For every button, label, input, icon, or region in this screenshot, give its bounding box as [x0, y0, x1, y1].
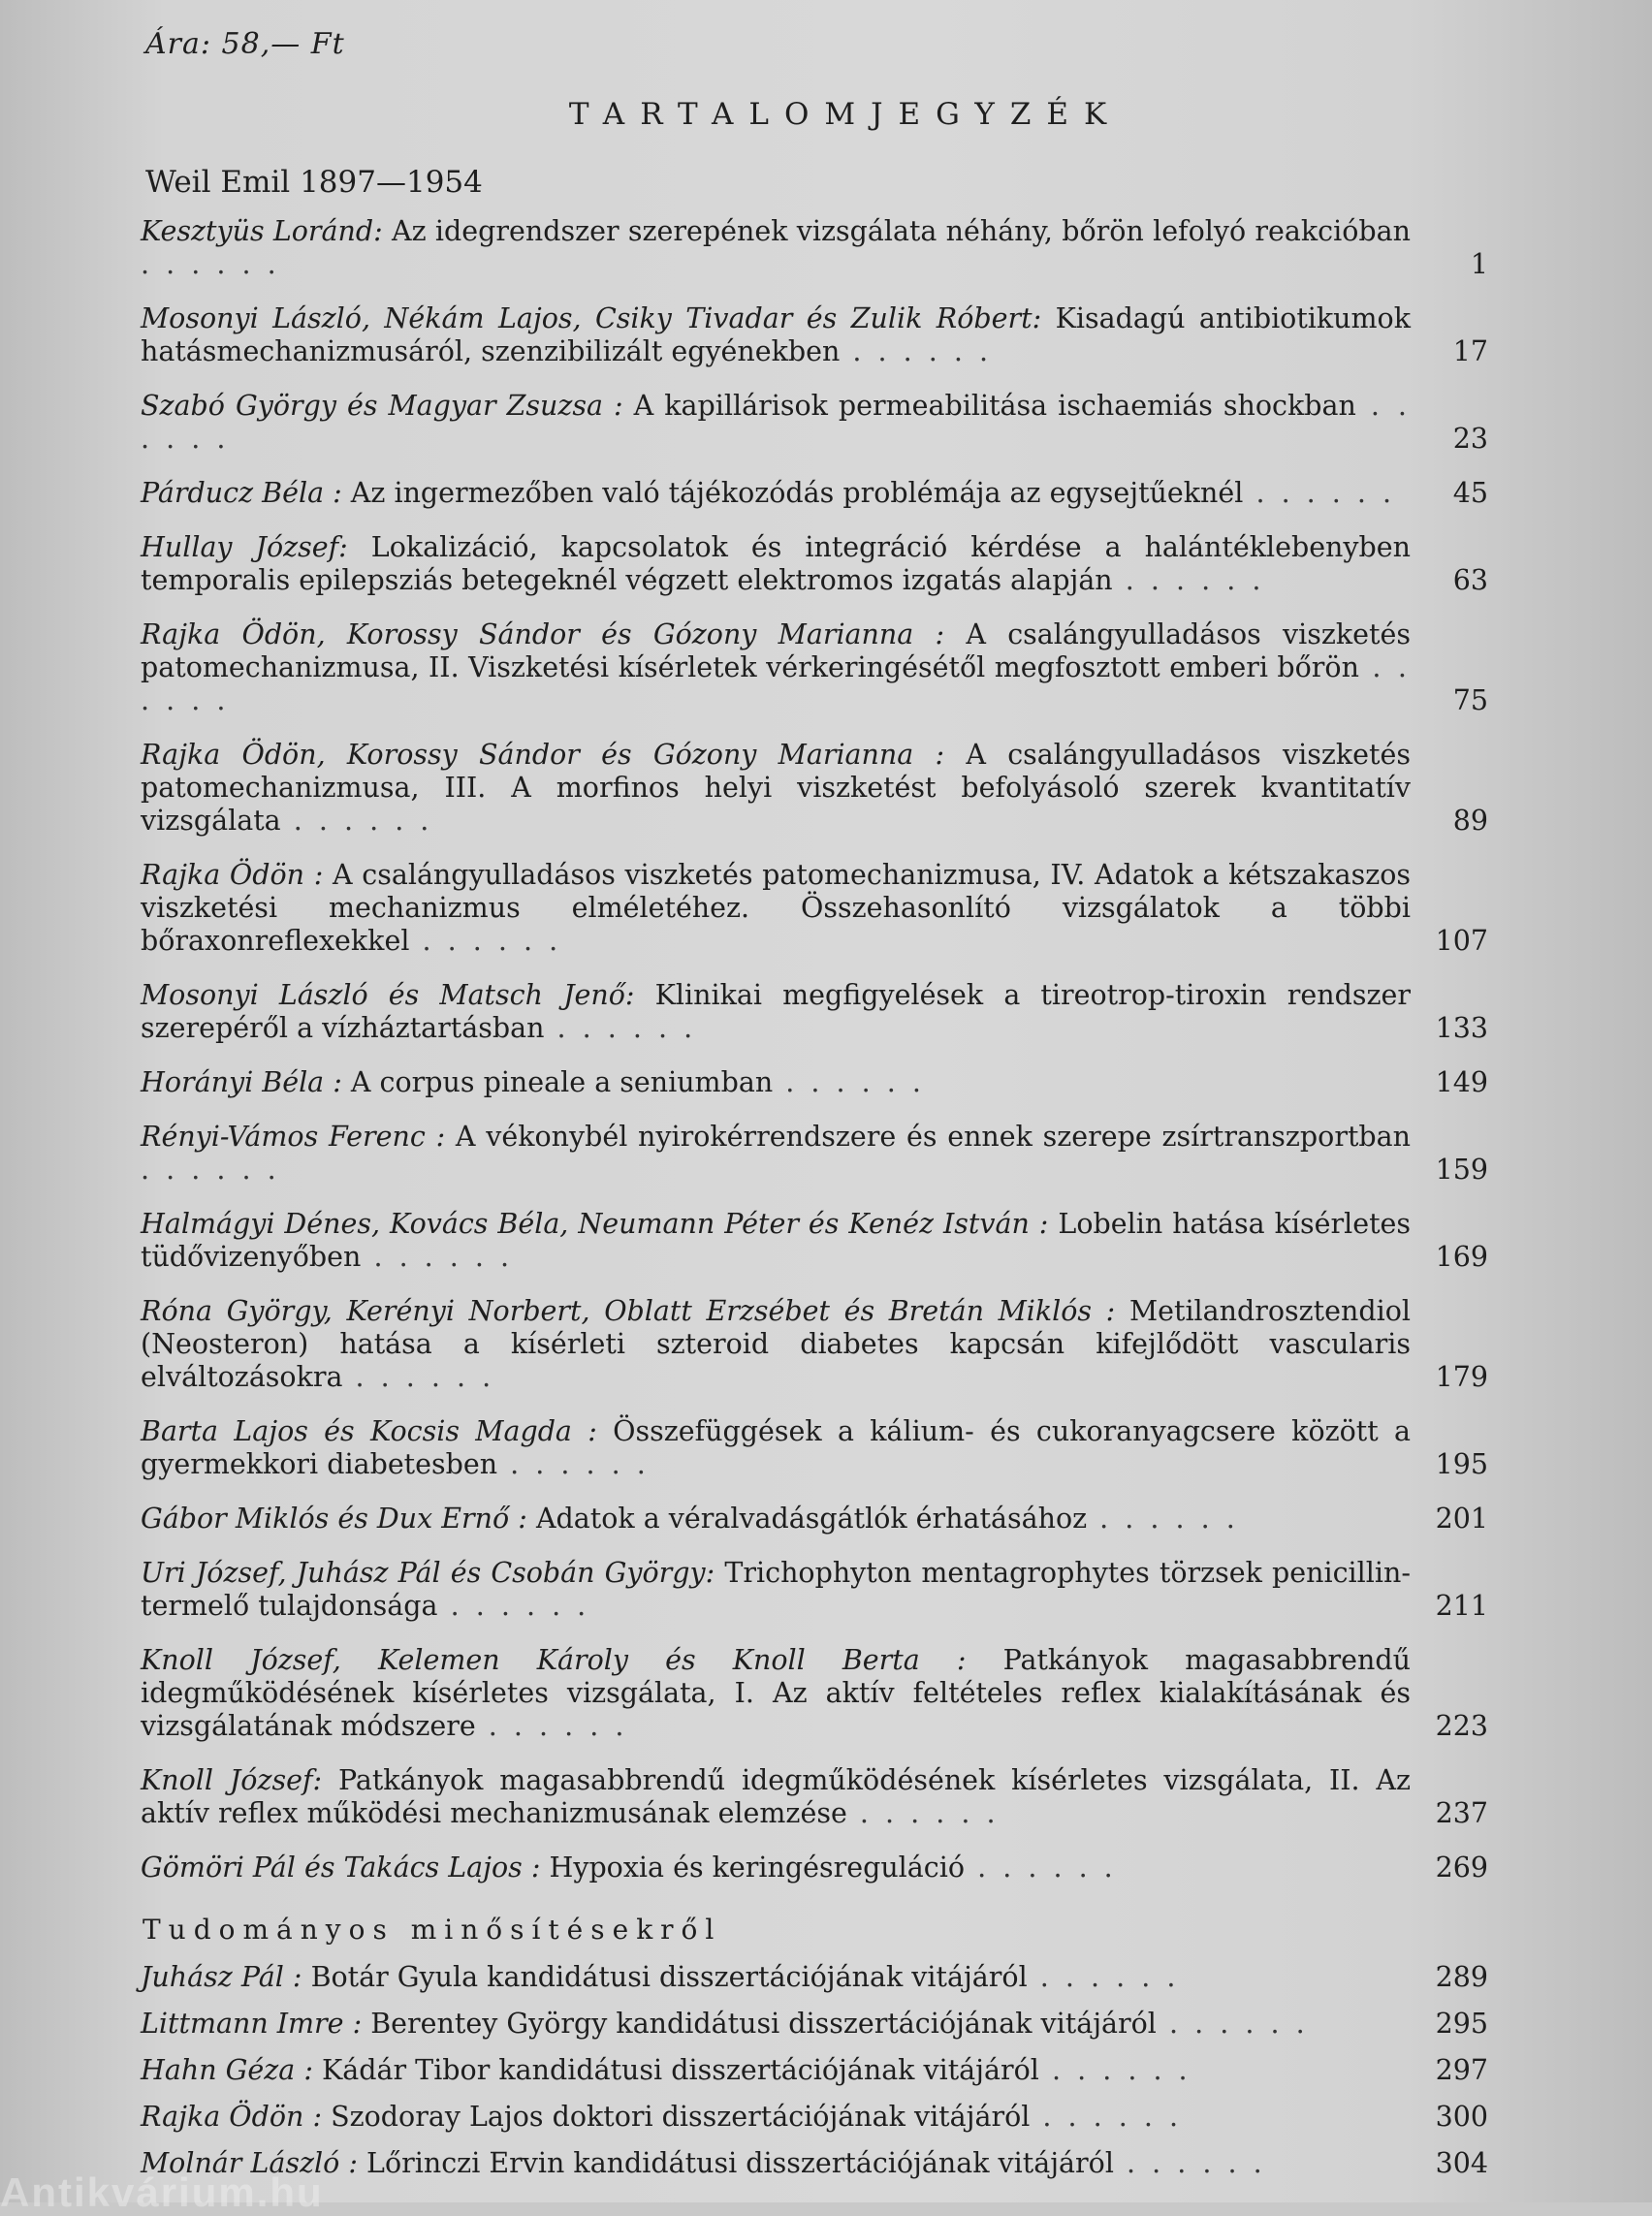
- toc-entry: [141, 1121, 1488, 1187]
- toc-entry: [141, 1208, 1488, 1274]
- entry-text: [141, 2008, 1411, 2041]
- dot-leader: . . . . . .: [1087, 1503, 1239, 1535]
- toc-entry: [141, 2147, 1488, 2180]
- toc-entries: [141, 215, 1488, 1884]
- dot-leader: . . . . . .: [141, 651, 1411, 716]
- dot-leader: . . . . . .: [409, 925, 562, 957]
- toc-entry: [141, 618, 1488, 717]
- entry-page-number: 295: [1435, 2008, 1488, 2040]
- entry-text: [141, 1295, 1411, 1394]
- entry-authors: Mosonyi László és Matsch Jenő:: [141, 979, 635, 1011]
- toc-entry: [141, 2101, 1488, 2134]
- entry-title: Az ingermezőben való tájékozódás problémája az egysejtűeknél: [350, 477, 1244, 509]
- entry-page-number: 169: [1435, 1241, 1488, 1273]
- toc-entry: [141, 859, 1488, 958]
- entry-authors: Róna György, Kerényi Norbert, Oblatt Erzsébet és Bretán Miklós :: [141, 1295, 1116, 1327]
- entry-authors: Uri József, Juhász Pál és Csobán György:: [141, 1557, 715, 1589]
- dot-leader: . . . . . .: [437, 1590, 590, 1622]
- dot-leader: . . . . . .: [1030, 2101, 1183, 2133]
- toc-entry: [141, 1764, 1488, 1830]
- entry-page-number: 63: [1452, 564, 1488, 596]
- entry-title: Lobelin hatása kísérletes tüdővizenyőben: [141, 1208, 1412, 1273]
- toc-entry: [141, 215, 1488, 281]
- dot-leader: . . . . . .: [544, 1012, 697, 1044]
- entry-text: [141, 1961, 1411, 1994]
- section-entries: [141, 1961, 1488, 2180]
- entry-authors: Horányi Béla :: [141, 1066, 342, 1098]
- entry-authors: Gábor Miklós és Dux Ernő :: [141, 1503, 527, 1535]
- entry-text: [141, 979, 1411, 1045]
- entry-title: Szodoray Lajos doktori disszertációjának vitájáról: [331, 2101, 1031, 2133]
- entry-authors: Kesztyüs Loránd:: [141, 215, 383, 247]
- dot-leader: . . . . . .: [840, 335, 993, 367]
- entry-text: [141, 477, 1411, 510]
- dot-leader: . . . . . .: [965, 1852, 1117, 1884]
- entry-authors: Gömöri Pál és Takács Lajos :: [141, 1852, 541, 1884]
- entry-title: Hypoxia és keringésreguláció: [549, 1852, 966, 1884]
- entry-authors: Molnár László :: [141, 2147, 358, 2179]
- entry-text: [141, 1121, 1411, 1187]
- entry-title: A corpus pineale a seniumban: [350, 1066, 774, 1098]
- entry-page-number: 300: [1435, 2101, 1488, 2133]
- entry-text: [141, 1764, 1411, 1830]
- entry-page-number: 195: [1435, 1448, 1488, 1480]
- entry-authors: Knoll József:: [141, 1764, 323, 1796]
- toc-entry: [141, 1852, 1488, 1884]
- entry-text: [141, 2054, 1411, 2087]
- entry-title: Patkányok magasabbrendű idegműködésének kísérletes vizsgálata, I. Az aktív feltételes reflex kialakításának és vizsgálatának módszere: [141, 1644, 1411, 1742]
- dot-leader: . . . . . .: [141, 248, 280, 280]
- entry-text: [141, 2101, 1411, 2134]
- entry-title: Klinikai megfigyelések a tireotrop-tiroxin rendszer szerepéről a vízháztartásban: [141, 979, 1411, 1044]
- entry-page-number: 107: [1435, 925, 1488, 957]
- dot-leader: . . . . . .: [773, 1066, 925, 1098]
- toc-entry: [141, 390, 1488, 456]
- dot-leader: . . . . . .: [141, 390, 1411, 455]
- price-label: Ára: 58,— Ft: [145, 27, 345, 61]
- entry-title: Kádár Tibor kandidátusi disszertációjának vitájáról: [321, 2054, 1039, 2086]
- entry-text: [141, 1644, 1411, 1743]
- entry-authors: Szabó György és Magyar Zsuzsa :: [141, 390, 623, 422]
- toc-entry: [141, 1066, 1488, 1099]
- entry-title: A csalángyulladásos viszketés patomechanizmusa, IV. Adatok a kétszakaszos viszketési mechanizmus elméletéhez. Összehasonlító vizsgálatok a többi bőraxonreflexekkel: [141, 859, 1411, 957]
- entry-title: Patkányok magasabbrendű idegműködésének kísérletes vizsgálata, II. Az aktív reflex működési mechanizmusának elemzése: [141, 1764, 1411, 1829]
- entry-title: A kapillárisok permeabilitása ischaemiás shockban: [633, 390, 1356, 422]
- toc-entry: [141, 1503, 1488, 1535]
- entry-text: [141, 2147, 1411, 2180]
- entry-text: [141, 618, 1411, 717]
- entry-text: [141, 1208, 1411, 1274]
- watermark: Antikvárium.hu: [0, 2169, 324, 2215]
- entry-page-number: 269: [1435, 1852, 1488, 1884]
- entry-page-number: 17: [1452, 335, 1488, 367]
- toc-entry: [141, 1415, 1488, 1481]
- entry-text: [141, 1852, 1411, 1884]
- dot-leader: . . . . . .: [1113, 2147, 1266, 2179]
- entry-page-number: 149: [1435, 1066, 1488, 1098]
- entry-title: Botár Gyula kandidátusi disszertációjának vitájáról: [310, 1961, 1028, 1993]
- dot-leader: . . . . . .: [280, 805, 433, 837]
- entry-page-number: 223: [1435, 1710, 1488, 1742]
- entry-authors: Rajka Ödön, Korossy Sándor és Gózony Marianna :: [141, 739, 945, 771]
- dot-leader: . . . . . .: [361, 1241, 514, 1273]
- entry-authors: Barta Lajos és Kocsis Magda :: [141, 1415, 597, 1447]
- entry-title: Az idegrendszer szerepének vizsgálata néhány, bőrön lefolyó reakcióban: [392, 215, 1411, 247]
- dot-leader: . . . . . .: [1243, 477, 1396, 509]
- entry-title: Berentey György kandidátusi disszertációjának vitájáról: [370, 2008, 1157, 2040]
- entry-text: [141, 1503, 1411, 1535]
- dot-leader: . . . . . .: [1027, 1961, 1180, 1993]
- entry-page-number: 75: [1452, 684, 1488, 716]
- entry-authors: Mosonyi László, Nékám Lajos, Csiky Tivadar és Zulik Róbert:: [141, 302, 1042, 334]
- entry-title: Összefüggések a kálium- és cukoranyagcsere között a gyermekkori diabetesben: [141, 1415, 1411, 1480]
- entry-page-number: 297: [1435, 2054, 1488, 2086]
- entry-text: [141, 739, 1411, 838]
- toc-entry: [141, 2008, 1488, 2041]
- toc-entry: [141, 1961, 1488, 1994]
- entry-text: [141, 215, 1411, 281]
- toc-entry: [141, 739, 1488, 838]
- entry-page-number: 159: [1435, 1154, 1488, 1186]
- entry-text: [141, 531, 1411, 597]
- toc-entry: [141, 1557, 1488, 1623]
- entry-title: Lőrinczi Ervin kandidátusi disszertációjának vitájáról: [366, 2147, 1114, 2179]
- entry-authors: Juhász Pál :: [141, 1961, 302, 1993]
- entry-page-number: 45: [1452, 477, 1488, 509]
- entry-title: Adatok a véralvadásgátlók érhatásához: [535, 1503, 1088, 1535]
- entry-text: [141, 390, 1411, 456]
- entry-text: [141, 1557, 1411, 1623]
- entry-page-number: 89: [1452, 805, 1488, 837]
- dot-leader: . . . . . .: [1038, 2054, 1191, 2086]
- dot-leader: . . . . . .: [497, 1448, 650, 1480]
- toc-entry: [141, 477, 1488, 510]
- entry-authors: Rajka Ödön :: [141, 859, 324, 891]
- entry-title: Trichophyton mentagrophytes törzsek penicillin-termelő tulajdonsága: [141, 1557, 1411, 1622]
- entry-text: [141, 1415, 1411, 1481]
- entry-title: Kisadagú antibiotikumok hatásmechanizmusáról, szenzibilizált egyénekben: [141, 302, 1411, 367]
- dot-leader: . . . . . .: [141, 1154, 280, 1186]
- entry-page-number: 179: [1435, 1361, 1488, 1393]
- toc-entry: [141, 531, 1488, 597]
- entry-title: Metilandrosztendiol (Neosteron) hatása a kísérleti szteroid diabetes kapcsán kifejlődött vascularis elváltozásokra: [141, 1295, 1411, 1393]
- page-title: TARTALOMJEGYZÉK: [568, 97, 1123, 132]
- table-of-contents: [141, 215, 1488, 2194]
- entry-page-number: 211: [1435, 1590, 1488, 1622]
- preface-entry: Weil Emil 1897—1954: [145, 165, 483, 200]
- entry-page-number: 201: [1435, 1503, 1488, 1535]
- toc-entry: [141, 2054, 1488, 2087]
- toc-entry: [141, 302, 1488, 368]
- entry-authors: Rajka Ödön :: [141, 2101, 323, 2133]
- section-heading: Tudományos minősítésekről: [143, 1914, 722, 1946]
- dot-leader: . . . . . .: [475, 1710, 628, 1742]
- entry-text: [141, 1066, 1411, 1099]
- toc-entry: [141, 979, 1488, 1045]
- entry-authors: Knoll József, Kelemen Károly és Knoll Berta :: [141, 1644, 967, 1676]
- entry-page-number: 23: [1452, 423, 1488, 455]
- entry-authors: Hahn Géza :: [141, 2054, 313, 2086]
- entry-title: A csalángyulladásos viszketés patomechanizmusa, III. A morfinos helyi viszketést befolyásoló szerek kvantitatív vizsgálata: [141, 739, 1411, 837]
- entry-authors: Rajka Ödön, Korossy Sándor és Gózony Marianna :: [141, 618, 945, 650]
- entry-authors: Párducz Béla :: [141, 477, 342, 509]
- entry-authors: Littmann Imre :: [141, 2008, 363, 2040]
- entry-page-number: 304: [1435, 2147, 1488, 2179]
- entry-authors: Halmágyi Dénes, Kovács Béla, Neumann Péter és Kenéz István :: [141, 1208, 1049, 1240]
- dot-leader: . . . . . .: [1156, 2008, 1309, 2040]
- dot-leader: . . . . . .: [342, 1361, 495, 1393]
- entry-title: A csalángyulladásos viszketés patomechanizmusa, II. Viszketési kísérletek vérkeringésétől megfosztott emberi bőrön: [141, 618, 1411, 683]
- dot-leader: . . . . . .: [1112, 564, 1265, 596]
- toc-entry: [141, 1295, 1488, 1394]
- toc-entry: [141, 1644, 1488, 1743]
- entry-title: A vékonybél nyirokérrendszere és ennek szerepe zsírtranszportban: [455, 1121, 1412, 1153]
- entry-text: [141, 859, 1411, 958]
- entry-authors: Hullay József:: [141, 531, 348, 563]
- entry-page-number: 1: [1470, 248, 1488, 280]
- entry-title: Lokalizáció, kapcsolatok és integráció kérdése a halántéklebenyben temporalis epilepsziás betegeknél végzett elektromos izgatás alapján: [141, 531, 1411, 596]
- dot-leader: . . . . . .: [846, 1797, 1000, 1829]
- entry-page-number: 289: [1435, 1961, 1488, 1993]
- entry-page-number: 237: [1435, 1797, 1488, 1829]
- entry-text: [141, 302, 1411, 368]
- entry-authors: Rényi-Vámos Ferenc :: [141, 1121, 446, 1153]
- entry-page-number: 133: [1435, 1012, 1488, 1044]
